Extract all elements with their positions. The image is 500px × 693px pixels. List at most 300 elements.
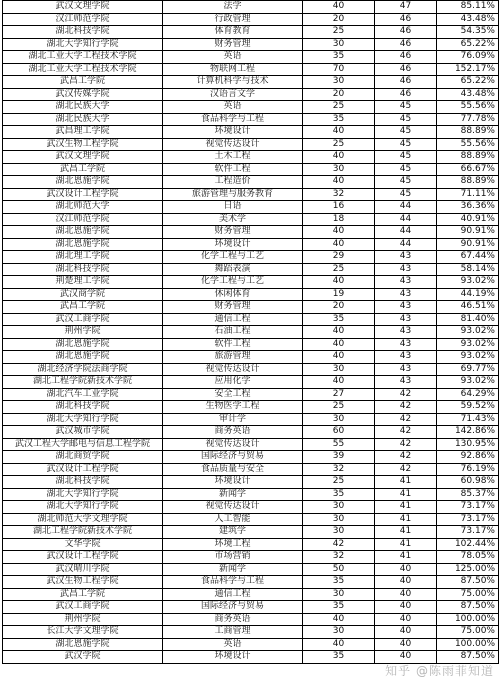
major-cell: 新闻学 (163, 563, 303, 576)
admit-count-cell: 40 (375, 563, 437, 576)
table-row (3, 438, 499, 451)
admission-table (2, 0, 499, 664)
rate-cell: 66.67% (437, 163, 499, 176)
major-cell: 市场营销 (163, 551, 303, 564)
table-row (3, 388, 499, 401)
rate-cell: 90.91% (437, 238, 499, 251)
plan-count-cell: 30 (303, 526, 375, 539)
table-row (3, 276, 499, 289)
plan-count-cell: 20 (303, 13, 375, 26)
table-row (3, 488, 499, 501)
plan-count-cell: 40 (303, 151, 375, 164)
admit-count-cell: 47 (375, 1, 437, 14)
major-cell: 环境工程 (163, 538, 303, 551)
plan-count-cell: 18 (303, 213, 375, 226)
plan-count-cell: 30 (303, 76, 375, 89)
major-cell: 视觉传达设计 (163, 501, 303, 514)
major-cell: 环境设计 (163, 238, 303, 251)
admit-count-cell: 44 (375, 213, 437, 226)
plan-count-cell: 30 (303, 363, 375, 376)
admit-count-cell: 45 (375, 163, 437, 176)
major-cell: 行政管理 (163, 13, 303, 26)
table-row (3, 551, 499, 564)
school-cell: 湖北经济学院法商学院 (3, 363, 163, 376)
admit-count-cell: 43 (375, 288, 437, 301)
table-row (3, 638, 499, 651)
table-row (3, 538, 499, 551)
rate-cell: 64.29% (437, 388, 499, 401)
major-cell: 英语 (163, 638, 303, 651)
major-cell: 通信工程 (163, 588, 303, 601)
admit-count-cell: 46 (375, 13, 437, 26)
admit-count-cell: 41 (375, 488, 437, 501)
major-cell: 生物医学工程 (163, 401, 303, 414)
major-cell: 国际经济与贸易 (163, 451, 303, 464)
table-row (3, 338, 499, 351)
table-row (3, 101, 499, 114)
table-row (3, 138, 499, 151)
table-row (3, 301, 499, 314)
rate-cell: 125.00% (437, 563, 499, 576)
rate-cell: 65.22% (437, 76, 499, 89)
plan-count-cell: 25 (303, 26, 375, 39)
table-row (3, 226, 499, 239)
plan-count-cell: 40 (303, 376, 375, 389)
table-row (3, 176, 499, 189)
admit-count-cell: 41 (375, 538, 437, 551)
admit-count-cell: 42 (375, 463, 437, 476)
major-cell: 环境设计 (163, 126, 303, 139)
school-cell: 湖北大学知行学院 (3, 501, 163, 514)
rate-cell: 54.35% (437, 26, 499, 39)
admit-count-cell: 43 (375, 263, 437, 276)
admit-count-cell: 43 (375, 301, 437, 314)
rate-cell: 60.98% (437, 476, 499, 489)
plan-count-cell: 32 (303, 551, 375, 564)
plan-count-cell: 25 (303, 263, 375, 276)
rate-cell: 78.05% (437, 551, 499, 564)
school-cell: 武汉学院 (3, 651, 163, 664)
plan-count-cell: 40 (303, 351, 375, 364)
plan-count-cell: 25 (303, 138, 375, 151)
major-cell: 石油工程 (163, 326, 303, 339)
school-cell: 湖北工程学院新技术学院 (3, 526, 163, 539)
admit-count-cell: 45 (375, 188, 437, 201)
rate-cell: 93.02% (437, 326, 499, 339)
school-cell: 武汉文理学院 (3, 151, 163, 164)
rate-cell: 71.11% (437, 188, 499, 201)
rate-cell: 43.48% (437, 13, 499, 26)
major-cell: 旅游管理与服务教育 (163, 188, 303, 201)
plan-count-cell: 35 (303, 601, 375, 614)
admit-count-cell: 43 (375, 276, 437, 289)
major-cell: 化学工程与工艺 (163, 251, 303, 264)
school-cell: 湖北科技学院 (3, 401, 163, 414)
plan-count-cell: 70 (303, 63, 375, 76)
admit-count-cell: 42 (375, 438, 437, 451)
rate-cell: 76.09% (437, 51, 499, 64)
admit-count-cell: 46 (375, 76, 437, 89)
plan-count-cell: 19 (303, 288, 375, 301)
admit-count-cell: 40 (375, 613, 437, 626)
admit-count-cell: 40 (375, 588, 437, 601)
table-row (3, 26, 499, 39)
table-row (3, 501, 499, 514)
school-cell: 湖北大学知行学院 (3, 38, 163, 51)
major-cell: 应用化学 (163, 376, 303, 389)
rate-cell: 152.17% (437, 63, 499, 76)
school-cell: 武汉工程大学邮电与信息工程学院 (3, 438, 163, 451)
rate-cell: 88.89% (437, 126, 499, 139)
rate-cell: 75.00% (437, 588, 499, 601)
admit-count-cell: 41 (375, 476, 437, 489)
rate-cell: 81.40% (437, 313, 499, 326)
school-cell: 荆楚理工学院 (3, 276, 163, 289)
plan-count-cell: 40 (303, 1, 375, 14)
plan-count-cell: 40 (303, 613, 375, 626)
major-cell: 环境设计 (163, 651, 303, 664)
admit-count-cell: 42 (375, 451, 437, 464)
table-row (3, 563, 499, 576)
rate-cell: 43.48% (437, 88, 499, 101)
major-cell: 工程造价 (163, 176, 303, 189)
plan-count-cell: 32 (303, 463, 375, 476)
school-cell: 湖北恩施学院 (3, 238, 163, 251)
major-cell: 软件工程 (163, 163, 303, 176)
major-cell: 美术学 (163, 213, 303, 226)
plan-count-cell: 40 (303, 326, 375, 339)
plan-count-cell: 40 (303, 638, 375, 651)
major-cell: 汉语言文学 (163, 88, 303, 101)
school-cell: 湖北恩施学院 (3, 638, 163, 651)
table-row (3, 151, 499, 164)
school-cell: 湖北师范大学文理学院 (3, 513, 163, 526)
plan-count-cell: 40 (303, 276, 375, 289)
plan-count-cell: 16 (303, 201, 375, 214)
admit-count-cell: 43 (375, 363, 437, 376)
plan-count-cell: 25 (303, 101, 375, 114)
rate-cell: 142.86% (437, 426, 499, 439)
plan-count-cell: 30 (303, 588, 375, 601)
table-row (3, 613, 499, 626)
rate-cell: 130.95% (437, 438, 499, 451)
rate-cell: 77.78% (437, 113, 499, 126)
major-cell: 法学 (163, 1, 303, 14)
admit-count-cell: 45 (375, 101, 437, 114)
rate-cell: 67.44% (437, 251, 499, 264)
rate-cell: 46.51% (437, 301, 499, 314)
table-row (3, 13, 499, 26)
major-cell: 商务英语 (163, 613, 303, 626)
school-cell: 湖北民族大学 (3, 101, 163, 114)
major-cell: 视觉传达设计 (163, 138, 303, 151)
admit-count-cell: 42 (375, 426, 437, 439)
rate-cell: 69.77% (437, 363, 499, 376)
rate-cell: 100.00% (437, 613, 499, 626)
rate-cell: 93.02% (437, 276, 499, 289)
rate-cell: 88.89% (437, 176, 499, 189)
rate-cell: 73.17% (437, 526, 499, 539)
major-cell: 英语 (163, 51, 303, 64)
plan-count-cell: 30 (303, 413, 375, 426)
admit-count-cell: 46 (375, 88, 437, 101)
major-cell: 通信工程 (163, 313, 303, 326)
plan-count-cell: 40 (303, 126, 375, 139)
school-cell: 荆州学院 (3, 613, 163, 626)
plan-count-cell: 55 (303, 438, 375, 451)
rate-cell: 85.37% (437, 488, 499, 501)
admit-count-cell: 45 (375, 176, 437, 189)
plan-count-cell: 30 (303, 501, 375, 514)
school-cell: 武昌工学院 (3, 163, 163, 176)
school-cell: 汉江师范学院 (3, 213, 163, 226)
table-row (3, 263, 499, 276)
admit-count-cell: 43 (375, 338, 437, 351)
table-row (3, 76, 499, 89)
rate-cell: 92.86% (437, 451, 499, 464)
table-row (3, 63, 499, 76)
school-cell: 武汉传媒学院 (3, 88, 163, 101)
admit-count-cell: 41 (375, 513, 437, 526)
rate-cell: 75.00% (437, 626, 499, 639)
school-cell: 湖北科技学院 (3, 263, 163, 276)
school-cell: 湖北汽车工业学院 (3, 388, 163, 401)
plan-count-cell: 50 (303, 563, 375, 576)
admit-count-cell: 42 (375, 401, 437, 414)
table-row (3, 201, 499, 214)
major-cell: 财务管理 (163, 38, 303, 51)
rate-cell: 87.50% (437, 601, 499, 614)
major-cell: 建筑学 (163, 526, 303, 539)
plan-count-cell: 32 (303, 188, 375, 201)
major-cell: 舞蹈表演 (163, 263, 303, 276)
table-body (3, 1, 499, 664)
plan-count-cell: 30 (303, 38, 375, 51)
admit-count-cell: 43 (375, 313, 437, 326)
admit-count-cell: 45 (375, 113, 437, 126)
table-row (3, 626, 499, 639)
major-cell: 人工智能 (163, 513, 303, 526)
table-row (3, 51, 499, 64)
rate-cell: 88.89% (437, 151, 499, 164)
major-cell: 视觉传达设计 (163, 438, 303, 451)
admit-count-cell: 43 (375, 376, 437, 389)
school-cell: 长江大学文理学院 (3, 626, 163, 639)
admit-count-cell: 43 (375, 351, 437, 364)
school-cell: 武汉生物工程学院 (3, 576, 163, 589)
major-cell: 化学工程与工艺 (163, 276, 303, 289)
table-row (3, 463, 499, 476)
rate-cell: 85.11% (437, 1, 499, 14)
rate-cell: 93.02% (437, 338, 499, 351)
major-cell: 新闻学 (163, 488, 303, 501)
table-row (3, 1, 499, 14)
school-cell: 武汉设计工程学院 (3, 188, 163, 201)
rate-cell: 59.52% (437, 401, 499, 414)
school-cell: 武汉设计工程学院 (3, 551, 163, 564)
admit-count-cell: 46 (375, 63, 437, 76)
school-cell: 武汉工商学院 (3, 601, 163, 614)
plan-count-cell: 40 (303, 226, 375, 239)
table-row (3, 363, 499, 376)
plan-count-cell: 35 (303, 313, 375, 326)
plan-count-cell: 40 (303, 238, 375, 251)
plan-count-cell: 35 (303, 651, 375, 664)
table-row (3, 476, 499, 489)
rate-cell: 76.19% (437, 463, 499, 476)
major-cell: 食品科学与工程 (163, 113, 303, 126)
major-cell: 计算机科学与技术 (163, 76, 303, 89)
major-cell: 商务英语 (163, 426, 303, 439)
rate-cell: 87.50% (437, 651, 499, 664)
admit-count-cell: 44 (375, 201, 437, 214)
major-cell: 英语 (163, 101, 303, 114)
plan-count-cell: 39 (303, 451, 375, 464)
table-row (3, 513, 499, 526)
table-row (3, 576, 499, 589)
school-cell: 荆州学院 (3, 326, 163, 339)
admit-count-cell: 45 (375, 151, 437, 164)
rate-cell: 44.19% (437, 288, 499, 301)
rate-cell: 73.17% (437, 513, 499, 526)
admit-count-cell: 41 (375, 526, 437, 539)
major-cell: 旅游管理 (163, 351, 303, 364)
school-cell: 武汉晴川学院 (3, 563, 163, 576)
rate-cell: 71.43% (437, 413, 499, 426)
table-row (3, 401, 499, 414)
table-row (3, 451, 499, 464)
admit-count-cell: 46 (375, 38, 437, 51)
major-cell: 工商管理 (163, 626, 303, 639)
school-cell: 武昌工学院 (3, 588, 163, 601)
plan-count-cell: 35 (303, 488, 375, 501)
table-row (3, 526, 499, 539)
plan-count-cell: 35 (303, 51, 375, 64)
school-cell: 湖北科技学院 (3, 26, 163, 39)
rate-cell: 102.44% (437, 538, 499, 551)
admit-count-cell: 41 (375, 551, 437, 564)
school-cell: 湖北恩施学院 (3, 351, 163, 364)
admit-count-cell: 45 (375, 138, 437, 151)
school-cell: 武汉设计工程学院 (3, 463, 163, 476)
plan-count-cell: 30 (303, 163, 375, 176)
table-row (3, 413, 499, 426)
plan-count-cell: 42 (303, 538, 375, 551)
admit-count-cell: 44 (375, 226, 437, 239)
table-row (3, 313, 499, 326)
admit-count-cell: 46 (375, 26, 437, 39)
rate-cell: 36.36% (437, 201, 499, 214)
school-cell: 湖北恩施学院 (3, 226, 163, 239)
plan-count-cell: 30 (303, 513, 375, 526)
admit-count-cell: 40 (375, 576, 437, 589)
major-cell: 审计学 (163, 413, 303, 426)
major-cell: 视觉传达设计 (163, 363, 303, 376)
table-row (3, 588, 499, 601)
plan-count-cell: 29 (303, 251, 375, 264)
rate-cell: 73.17% (437, 501, 499, 514)
school-cell: 湖北恩施学院 (3, 338, 163, 351)
plan-count-cell: 20 (303, 301, 375, 314)
table-row (3, 126, 499, 139)
school-cell: 武昌工学院 (3, 301, 163, 314)
admit-count-cell: 46 (375, 51, 437, 64)
table-row (3, 88, 499, 101)
rate-cell: 40.91% (437, 213, 499, 226)
major-cell: 财务管理 (163, 301, 303, 314)
plan-count-cell: 25 (303, 401, 375, 414)
table-row (3, 351, 499, 364)
school-cell: 湖北理工学院 (3, 251, 163, 264)
table-row (3, 426, 499, 439)
school-cell: 武汉工商学院 (3, 313, 163, 326)
table-row (3, 326, 499, 339)
school-cell: 湖北大学知行学院 (3, 413, 163, 426)
plan-count-cell: 40 (303, 338, 375, 351)
major-cell: 食品质量与安全 (163, 463, 303, 476)
table-row (3, 376, 499, 389)
school-cell: 武昌工学院 (3, 76, 163, 89)
major-cell: 休闲体育 (163, 288, 303, 301)
rate-cell: 93.02% (437, 376, 499, 389)
rate-cell: 90.91% (437, 226, 499, 239)
plan-count-cell: 35 (303, 576, 375, 589)
school-cell: 武汉城市学院 (3, 426, 163, 439)
admit-count-cell: 40 (375, 626, 437, 639)
table-row (3, 38, 499, 51)
school-cell: 湖北工业大学工程技术学院 (3, 63, 163, 76)
table-row (3, 213, 499, 226)
rate-cell: 58.14% (437, 263, 499, 276)
plan-count-cell: 30 (303, 626, 375, 639)
school-cell: 湖北民族大学 (3, 113, 163, 126)
major-cell: 安全工程 (163, 388, 303, 401)
admit-count-cell: 43 (375, 251, 437, 264)
plan-count-cell: 40 (303, 176, 375, 189)
plan-count-cell: 27 (303, 388, 375, 401)
major-cell: 国际经济与贸易 (163, 601, 303, 614)
admit-count-cell: 43 (375, 326, 437, 339)
major-cell: 食品科学与工程 (163, 576, 303, 589)
school-cell: 湖北大学知行学院 (3, 488, 163, 501)
admit-count-cell: 42 (375, 413, 437, 426)
school-cell: 湖北师范大学 (3, 201, 163, 214)
table-row (3, 288, 499, 301)
school-cell: 汉江师范学院 (3, 13, 163, 26)
rate-cell: 100.00% (437, 638, 499, 651)
major-cell: 财务管理 (163, 226, 303, 239)
major-cell: 环境设计 (163, 476, 303, 489)
watermark: 知乎 @陈雨菲知道 (385, 664, 494, 678)
school-cell: 湖北恩施学院 (3, 176, 163, 189)
plan-count-cell: 60 (303, 426, 375, 439)
table-row (3, 163, 499, 176)
table-row (3, 251, 499, 264)
school-cell: 文华学院 (3, 538, 163, 551)
table-row (3, 238, 499, 251)
admit-count-cell: 45 (375, 126, 437, 139)
school-cell: 湖北工业大学工程技术学院 (3, 51, 163, 64)
school-cell: 湖北工程学院新技术学院 (3, 376, 163, 389)
rate-cell: 55.56% (437, 138, 499, 151)
rate-cell: 87.50% (437, 576, 499, 589)
table-row (3, 188, 499, 201)
plan-count-cell: 35 (303, 113, 375, 126)
rate-cell: 55.56% (437, 101, 499, 114)
school-cell: 武汉商学院 (3, 288, 163, 301)
admit-count-cell: 40 (375, 651, 437, 664)
rate-cell: 65.22% (437, 38, 499, 51)
